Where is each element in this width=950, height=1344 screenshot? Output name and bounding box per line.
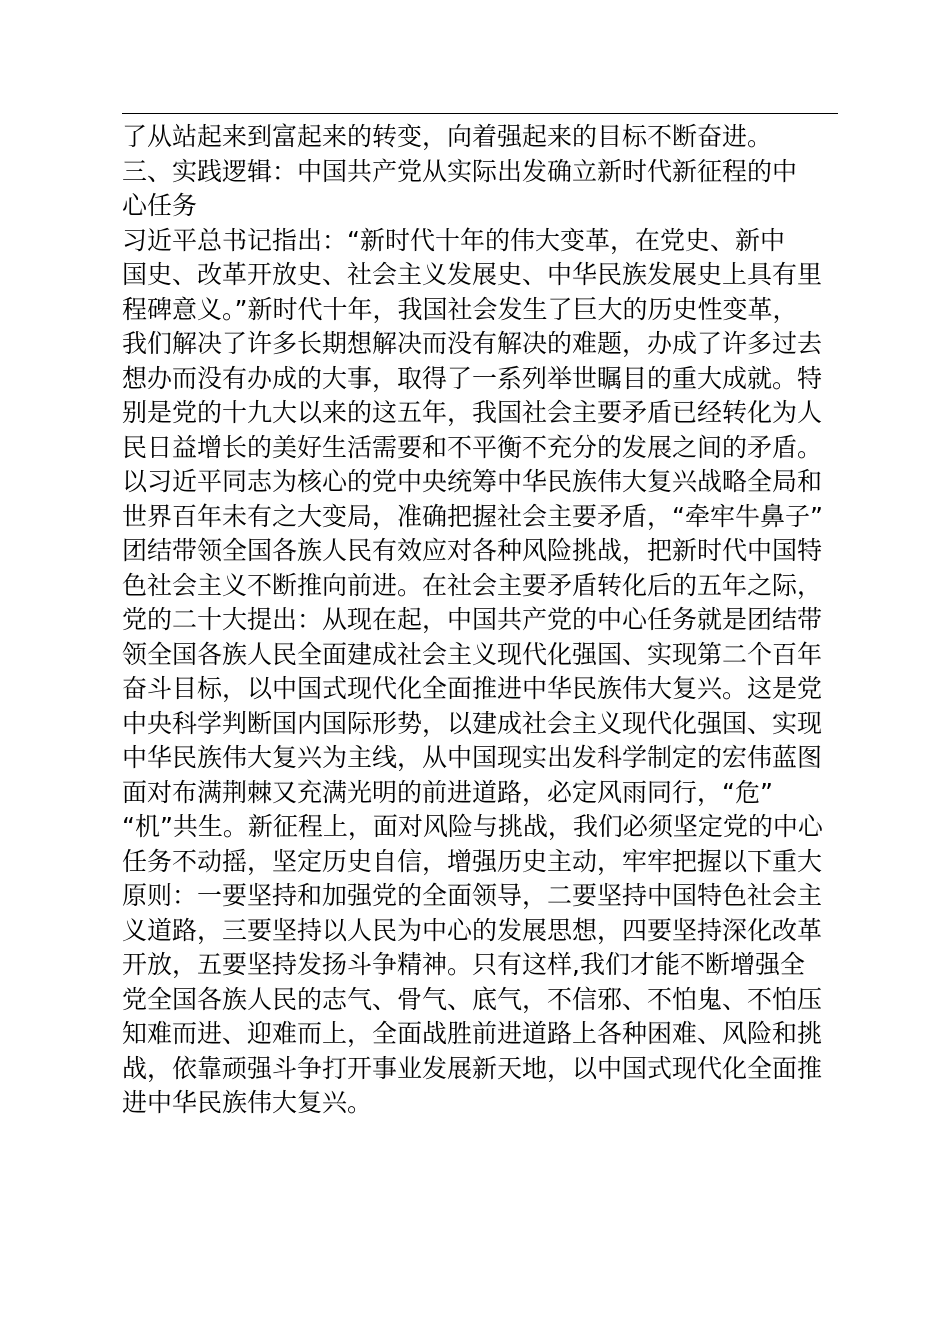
header-rule: [122, 113, 838, 114]
text-line: 义道路，三要坚持以人民为中心的发展思想，四要坚持深化改革: [122, 915, 823, 945]
text-line: 原则：一要坚持和加强党的全面领导，二要坚持中国特色社会主: [122, 881, 823, 910]
section-heading-line: 三、实践逻辑：中国共产党从实际出发确立新时代新征程的中: [122, 156, 798, 186]
text-line: 中华民族伟大复兴为主线，从中国现实出发科学制定的宏伟蓝图: [122, 743, 823, 772]
text-line: 民日益增长的美好生活需要和不平衡不充分的发展之间的矛盾。: [122, 432, 823, 462]
text-line: 以习近平同志为核心的党中央统筹中华民族伟大复兴战略全局和: [122, 467, 823, 496]
text-line: 我们解决了许多长期想解决而没有解决的难题，办成了许多过去: [122, 329, 823, 358]
text-line: 党的二十大提出：从现在起，中国共产党的中心任务就是团结带: [122, 605, 823, 634]
document-body: [122, 120, 838, 1121]
text-line: 奋斗目标，以中国式现代化全面推进中华民族伟大复兴。这是党: [122, 674, 823, 703]
text-line: 想办而没有办成的大事，取得了一系列举世瞩目的重大成就。特: [122, 363, 823, 393]
text-line: 了从站起来到富起来的转变，向着强起来的目标不断奋进。: [122, 122, 773, 151]
text-line: 国史、改革开放史、社会主义发展史、中华民族发展史上具有里: [122, 260, 823, 289]
text-line: 开放，五要坚持发扬斗争精神。只有这样,我们才能不断增强全: [122, 950, 805, 979]
text-line: 世界百年未有之大变局，准确把握社会主要矛盾，“牵牢牛鼻子”: [122, 501, 823, 531]
section-heading-line: 心任务: [122, 191, 198, 220]
text-line: 程碑意义。”新时代十年，我国社会发生了巨大的历史性变革，: [122, 294, 798, 324]
text-line: 知难而进、迎难而上，全面战胜前进道路上各种困难、风险和挑: [122, 1019, 823, 1048]
text-line: 战，依靠顽强斗争打开事业发展新天地，以中国式现代化全面推: [122, 1053, 823, 1083]
text-line: 领全国各族人民全面建成社会主义现代化强国、实现第二个百年: [122, 639, 823, 669]
text-line: 中央科学判断国内国际形势，以建成社会主义现代化强国、实现: [122, 708, 823, 738]
text-line: 进中华民族伟大复兴。: [122, 1088, 373, 1117]
text-line: 党全国各族人民的志气、骨气、底气，不信邪、不怕鬼、不怕压: [122, 984, 823, 1014]
text-line: 别是党的十九大以来的这五年，我国社会主要矛盾已经转化为人: [122, 398, 823, 427]
text-line: 色社会主义不断推向前进。在社会主要矛盾转化后的五年之际，: [122, 570, 823, 600]
text-line: 面对布满荆棘又充满光明的前进道路，必定风雨同行，“危”: [122, 777, 773, 807]
text-line: “机”共生。新征程上，面对风险与挑战，我们必须坚定党的中心: [122, 812, 823, 841]
text-line: 习近平总书记指出：“新时代十年的伟大变革，在党史、新中: [122, 225, 785, 255]
text-line: 任务不动摇，坚定历史自信，增强历史主动，牢牢把握以下重大: [122, 846, 823, 876]
text-line: 团结带领全国各族人民有效应对各种风险挑战，把新时代中国特: [122, 536, 823, 565]
